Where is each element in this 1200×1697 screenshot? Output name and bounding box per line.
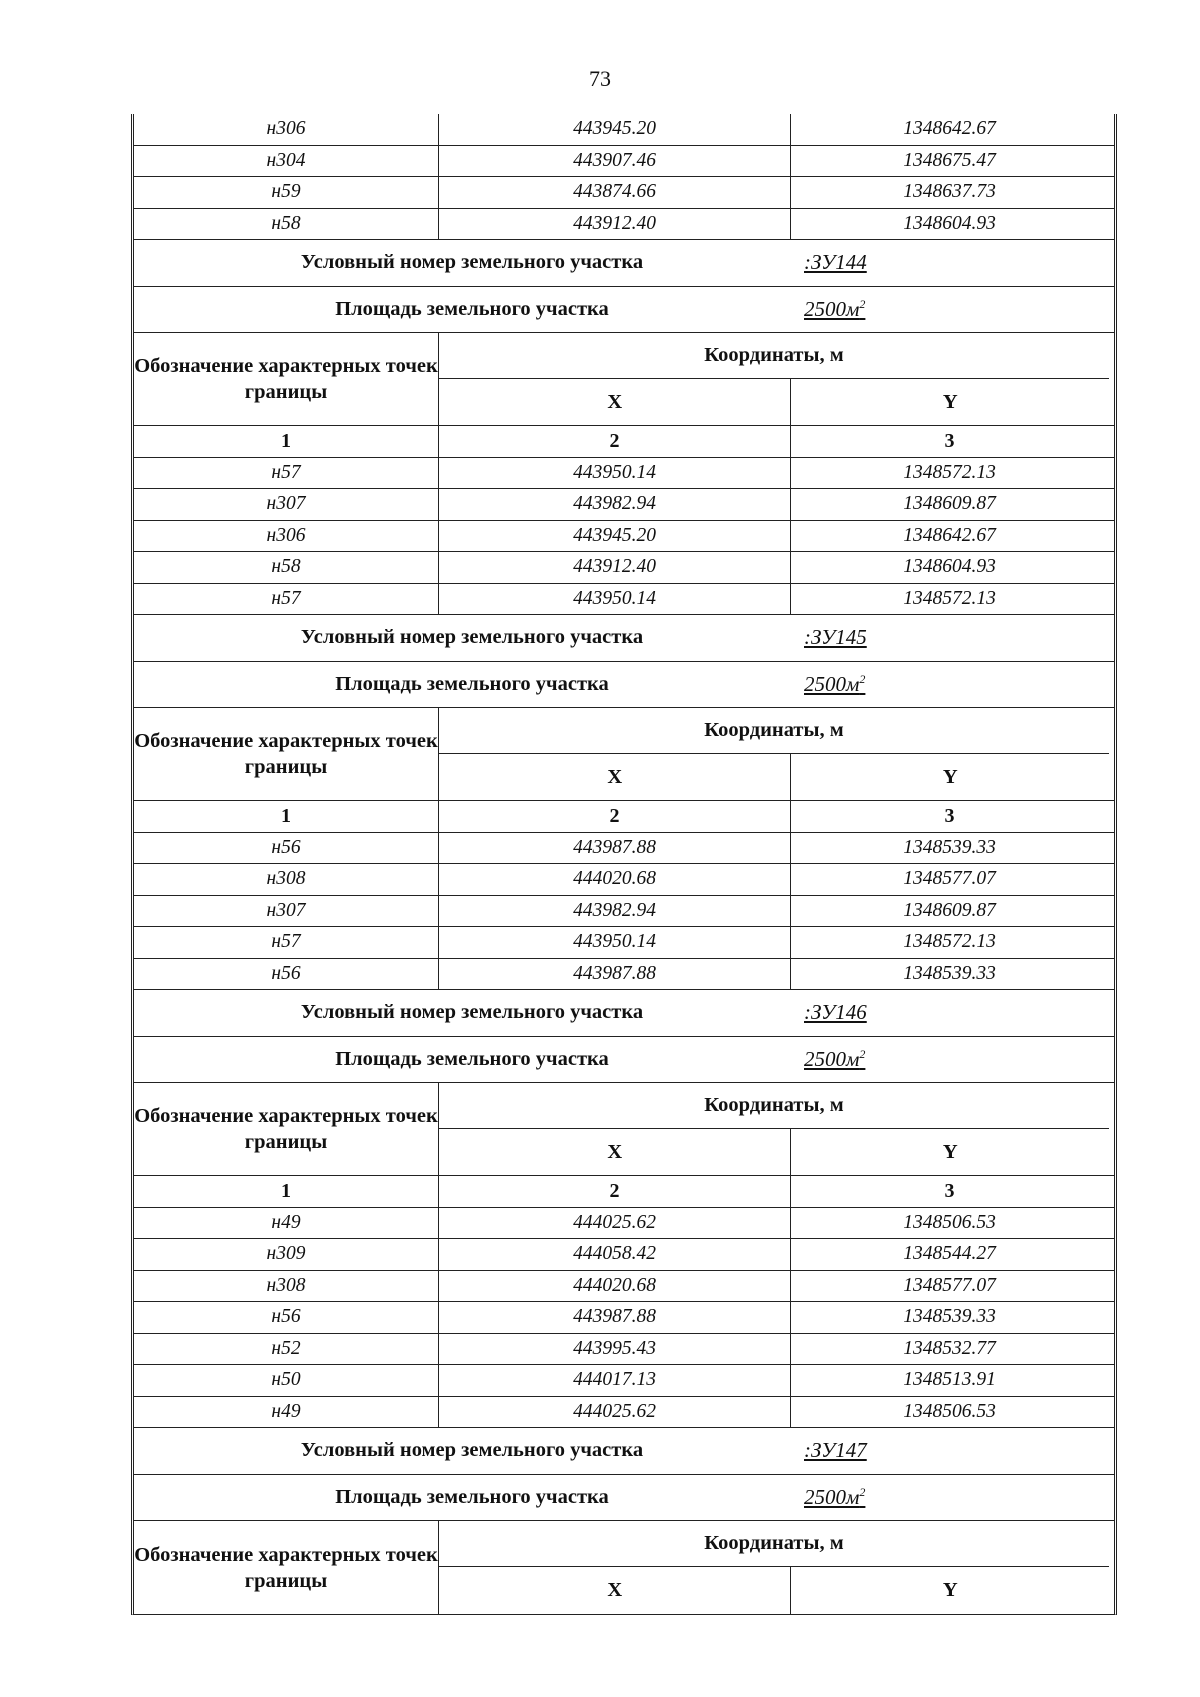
y-coordinate-cell: 1348539.33 [790, 1302, 1108, 1333]
y-coordinate-cell: 1348577.07 [790, 864, 1108, 895]
y-coordinate-cell: 1348544.27 [790, 1239, 1108, 1270]
table-row [134, 1334, 1114, 1366]
y-coordinate-cell: 1348506.53 [790, 1208, 1108, 1239]
x-coordinate-cell: 443912.40 [438, 552, 790, 583]
parcel-area-label: Площадь земельного участка [335, 297, 609, 320]
coordinates-header [134, 708, 1114, 801]
y-coordinate-cell: 1348609.87 [790, 489, 1108, 520]
y-coordinate-cell: 1348539.33 [790, 833, 1108, 864]
point-name-cell: н308 [266, 1274, 306, 1296]
column-number-2: 2 [438, 1176, 790, 1207]
x-axis-header: X [607, 1579, 623, 1601]
x-coordinate-cell: 444020.68 [438, 1271, 790, 1302]
points-header: Обозначение характерных точек границы [134, 730, 438, 778]
coordinates-header-label: Координаты, м [439, 708, 1109, 754]
y-coordinate-cell: 1348506.53 [790, 1397, 1108, 1428]
parcel-area-value [790, 672, 1114, 697]
x-coordinate-cell: 443950.14 [438, 584, 790, 615]
points-header: Обозначение характерных точек границы [134, 355, 438, 403]
column-number-row [134, 1176, 1114, 1208]
x-coordinate-cell: 443874.66 [438, 177, 790, 208]
table-row [134, 896, 1114, 928]
table-row [134, 521, 1114, 553]
y-coordinate-cell: 1348609.87 [790, 896, 1108, 927]
area-unit-power: 2 [859, 671, 866, 686]
axis-header-row [439, 1129, 1109, 1175]
coordinates-header-group [438, 1083, 1109, 1175]
area-number: 2500м [804, 296, 860, 321]
x-coordinate-cell: 443950.14 [438, 927, 790, 958]
coordinates-table [131, 114, 1117, 1615]
point-name-cell: н57 [271, 931, 301, 953]
table-row [134, 1271, 1114, 1303]
parcel-number-row [134, 1428, 1114, 1475]
table-row [134, 1397, 1114, 1429]
point-name-cell: н304 [266, 149, 306, 171]
y-coordinate-cell: 1348577.07 [790, 1271, 1108, 1302]
y-coordinate-cell: 1348637.73 [790, 177, 1108, 208]
area-unit-power: 2 [859, 1046, 866, 1061]
coordinates-header-group [438, 1521, 1109, 1614]
y-coordinate-cell: 1348532.77 [790, 1334, 1108, 1365]
point-name-cell: н56 [271, 962, 301, 984]
x-axis-header: X [607, 765, 623, 788]
coordinates-header-group [438, 708, 1109, 800]
x-coordinate-cell: 443945.20 [438, 114, 790, 145]
y-axis-header: Y [790, 379, 1109, 425]
parcel-number-row [134, 615, 1114, 662]
point-name-cell: н50 [271, 1369, 301, 1391]
point-name-cell: н306 [266, 118, 306, 140]
x-coordinate-cell: 443982.94 [438, 896, 790, 927]
column-number-2: 2 [438, 801, 790, 832]
parcel-area-row [134, 662, 1114, 709]
point-name-cell: н49 [271, 1400, 301, 1422]
y-coordinate-cell: 1348604.93 [790, 209, 1108, 240]
parcel-number-value: :ЗУ146 [804, 1000, 867, 1025]
x-coordinate-cell: 444058.42 [438, 1239, 790, 1270]
column-number-2: 2 [438, 426, 790, 457]
coordinates-header [134, 1521, 1114, 1614]
y-coordinate-cell: 1348604.93 [790, 552, 1108, 583]
point-name-cell: н308 [266, 868, 306, 890]
point-name-cell: н58 [271, 556, 301, 578]
table-row [134, 584, 1114, 616]
point-name-cell: н56 [271, 836, 301, 858]
parcel-number-row [134, 240, 1114, 287]
point-name-cell: н57 [271, 587, 301, 609]
parcel-area-row [134, 287, 1114, 334]
table-row [134, 458, 1114, 490]
point-name-cell: н52 [271, 1337, 301, 1359]
table-row [134, 1208, 1114, 1240]
parcel-area-value [790, 297, 1114, 322]
parcel-number-value: :ЗУ147 [804, 1438, 867, 1463]
point-name-cell: н307 [266, 493, 306, 515]
coordinates-header-group [438, 333, 1109, 425]
x-coordinate-cell: 444020.68 [438, 864, 790, 895]
coordinates-header [134, 1083, 1114, 1176]
parcel-area-row [134, 1037, 1114, 1084]
y-coordinate-cell: 1348642.67 [790, 521, 1108, 552]
parcel-area-row [134, 1475, 1114, 1522]
x-axis-header: X [607, 1140, 623, 1163]
y-axis-header: Y [790, 754, 1109, 800]
column-number-3: 3 [790, 1176, 1108, 1207]
coordinates-header [134, 333, 1114, 426]
point-name-cell: н309 [266, 1243, 306, 1265]
x-coordinate-cell: 443987.88 [438, 959, 790, 990]
parcel-area-value [790, 1485, 1114, 1510]
parcel-number-label: Условный номер земельного участка [300, 251, 644, 274]
point-name-cell: н58 [271, 212, 301, 234]
axis-header-row [439, 1567, 1109, 1614]
column-number-1: 1 [281, 804, 291, 827]
parcel-area-label: Площадь земельного участка [335, 672, 609, 695]
area-unit-power: 2 [859, 1484, 866, 1499]
coordinates-header-label: Координаты, м [439, 333, 1109, 379]
column-number-row [134, 426, 1114, 458]
x-coordinate-cell: 443907.46 [438, 146, 790, 177]
x-coordinate-cell: 443987.88 [438, 833, 790, 864]
parcel-area-label: Площадь земельного участка [335, 1047, 609, 1070]
column-number-3: 3 [790, 426, 1108, 457]
x-coordinate-cell: 443912.40 [438, 209, 790, 240]
point-name-cell: н59 [271, 181, 301, 203]
point-name-cell: н57 [271, 461, 301, 483]
table-row [134, 1302, 1114, 1334]
table-row [134, 114, 1114, 146]
parcel-area-value [790, 1047, 1114, 1072]
point-name-cell: н307 [266, 899, 306, 921]
parcel-area-label: Площадь земельного участка [335, 1485, 609, 1508]
y-coordinate-cell: 1348572.13 [790, 584, 1108, 615]
table-row [134, 209, 1114, 241]
table-row [134, 146, 1114, 178]
coordinates-header-label: Координаты, м [439, 1083, 1109, 1129]
y-coordinate-cell: 1348675.47 [790, 146, 1108, 177]
page-number: 73 [589, 66, 611, 91]
table-row [134, 552, 1114, 584]
y-coordinate-cell: 1348539.33 [790, 959, 1108, 990]
x-coordinate-cell: 443950.14 [438, 458, 790, 489]
table-row [134, 177, 1114, 209]
table-row [134, 927, 1114, 959]
area-unit-power: 2 [859, 296, 866, 311]
points-header: Обозначение характерных точек границы [134, 1105, 438, 1153]
table-row [134, 864, 1114, 896]
x-coordinate-cell: 444025.62 [438, 1397, 790, 1428]
x-coordinate-cell: 443987.88 [438, 1302, 790, 1333]
parcel-number-label: Условный номер земельного участка [300, 626, 644, 649]
y-coordinate-cell: 1348572.13 [790, 927, 1108, 958]
parcel-number-label: Условный номер земельного участка [300, 1001, 644, 1024]
area-number: 2500м [804, 1484, 860, 1509]
parcel-number-value: :ЗУ145 [804, 625, 867, 650]
table-row [134, 959, 1114, 991]
point-name-cell: н306 [266, 524, 306, 546]
x-coordinate-cell: 444017.13 [438, 1365, 790, 1396]
parcel-number-value: :ЗУ144 [804, 250, 867, 275]
table-row [134, 489, 1114, 521]
coordinates-header-label: Координаты, м [439, 1521, 1109, 1567]
column-number-3: 3 [790, 801, 1108, 832]
y-coordinate-cell: 1348642.67 [790, 114, 1108, 145]
y-axis-header: Y [790, 1567, 1109, 1614]
points-header: Обозначение характерных точек границы [134, 1543, 438, 1592]
axis-header-row [439, 754, 1109, 800]
table-row [134, 833, 1114, 865]
y-coordinate-cell: 1348513.91 [790, 1365, 1108, 1396]
table-row [134, 1365, 1114, 1397]
y-axis-header: Y [790, 1129, 1109, 1175]
x-axis-header: X [607, 390, 623, 413]
column-number-1: 1 [281, 429, 291, 452]
area-number: 2500м [804, 1046, 860, 1071]
x-coordinate-cell: 444025.62 [438, 1208, 790, 1239]
table-row [134, 1239, 1114, 1271]
parcel-number-label: Условный номер земельного участка [300, 1439, 644, 1462]
point-name-cell: н49 [271, 1211, 301, 1233]
area-number: 2500м [804, 671, 860, 696]
column-number-1: 1 [281, 1179, 291, 1202]
column-number-row [134, 801, 1114, 833]
x-coordinate-cell: 443945.20 [438, 521, 790, 552]
x-coordinate-cell: 443982.94 [438, 489, 790, 520]
y-coordinate-cell: 1348572.13 [790, 458, 1108, 489]
point-name-cell: н56 [271, 1306, 301, 1328]
axis-header-row [439, 379, 1109, 425]
parcel-number-row [134, 990, 1114, 1037]
x-coordinate-cell: 443995.43 [438, 1334, 790, 1365]
